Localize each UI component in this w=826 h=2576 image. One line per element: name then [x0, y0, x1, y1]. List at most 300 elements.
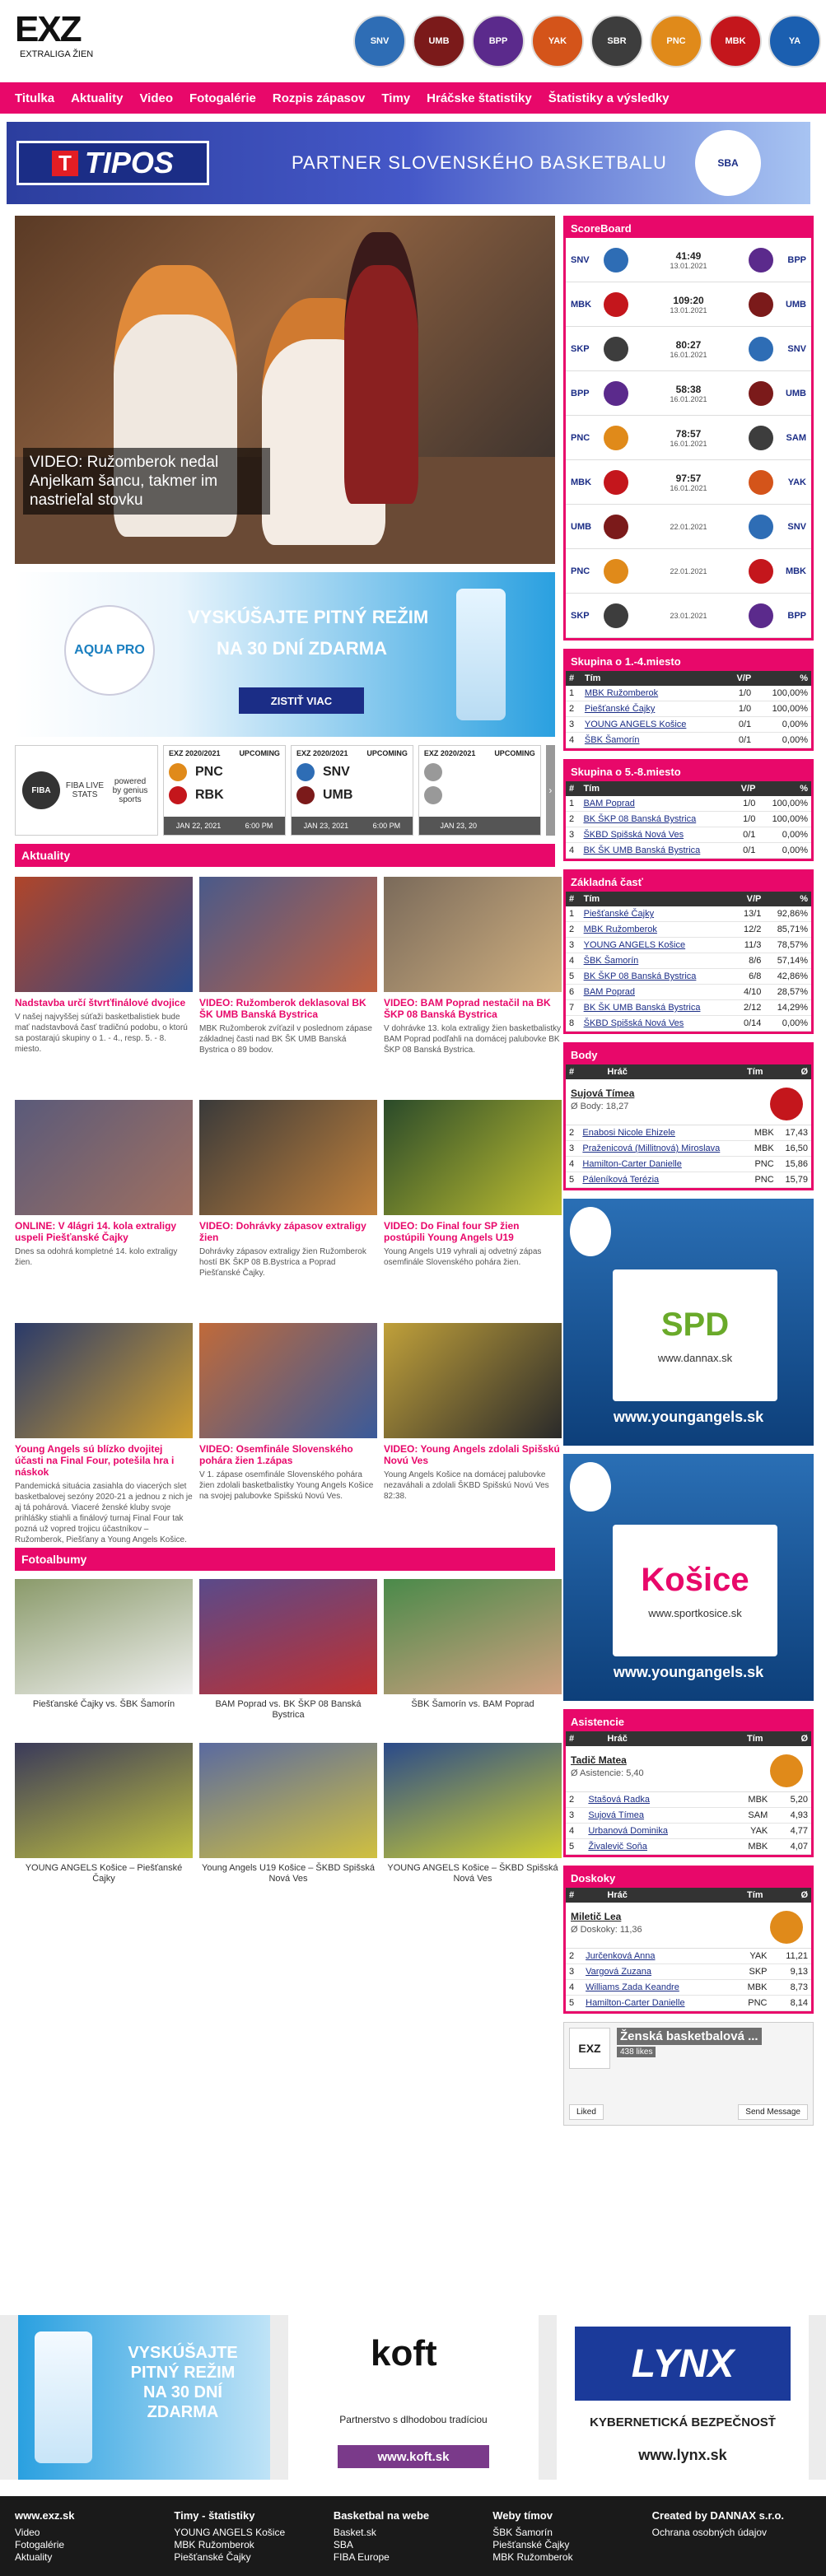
- photo-caption[interactable]: YOUNG ANGELS Košice – Piešťanské Čajky: [25, 1863, 183, 1884]
- photo-album[interactable]: [199, 1743, 377, 1895]
- photo-thumbnail[interactable]: [384, 1743, 562, 1858]
- sb-home-team[interactable]: PNC: [571, 566, 590, 576]
- team-logo-icon: [749, 470, 773, 495]
- water-cooler-image: [35, 2331, 92, 2463]
- sb-away-team[interactable]: UMB: [785, 299, 806, 310]
- table-cell: SAM: [728, 1808, 772, 1824]
- table-cell[interactable]: Hamilton-Carter Danielle: [579, 1157, 746, 1172]
- table-header: V/P: [733, 781, 759, 796]
- photo-thumbnail[interactable]: [15, 1579, 193, 1694]
- news-card[interactable]: [15, 877, 193, 1095]
- scoreboard-row[interactable]: [566, 505, 811, 549]
- game-date: JAN 23, 2021: [303, 822, 349, 830]
- other-leaders: [563, 1709, 814, 2014]
- footer-heading: Basketbal na webe: [333, 2509, 430, 2522]
- sb-away-team[interactable]: BPP: [787, 254, 806, 265]
- table-cell[interactable]: BK ŠKP 08 Banská Bystrica: [580, 812, 732, 827]
- photo-thumbnail[interactable]: [384, 1579, 562, 1694]
- footer-link[interactable]: Basket.sk: [333, 2527, 376, 2538]
- table-cell: 6: [566, 985, 581, 1000]
- table-row: [566, 843, 811, 859]
- table-cell: PNC: [733, 1996, 770, 2011]
- table-cell: 5: [566, 969, 581, 985]
- bottom-ad-aquapro[interactable]: [18, 2315, 270, 2480]
- table-cell[interactable]: Páleníková Terézia: [579, 1172, 746, 1188]
- fb-buttons: [569, 2104, 808, 2120]
- sb-score[interactable]: [632, 384, 745, 403]
- table-cell[interactable]: Živalevič Soňa: [585, 1839, 727, 1855]
- sidebar: [563, 216, 814, 2126]
- photo-caption[interactable]: BAM Poprad vs. BK ŠKP 08 Banská Bystrica: [215, 1699, 362, 1720]
- table-cell[interactable]: BAM Poprad: [581, 985, 735, 1000]
- scoreboard-row[interactable]: [566, 416, 811, 460]
- team-logo-icon: [296, 786, 315, 804]
- data-table: [566, 892, 811, 1032]
- news-title[interactable]: VIDEO: Osemfinále Slovenského pohára žien 1.zápas: [199, 1443, 353, 1466]
- table-header: Ø: [767, 1064, 811, 1079]
- sb-home-team[interactable]: SKP: [571, 610, 590, 621]
- news-card[interactable]: [384, 1100, 562, 1318]
- fiba-logo: FIBA: [22, 771, 60, 809]
- game-team-home: [292, 761, 413, 784]
- sb-away-team[interactable]: MBK: [785, 566, 806, 576]
- table-header: Hráč: [604, 1888, 692, 1903]
- team-logo-icon: [604, 559, 628, 584]
- team-logo-icon: [770, 1088, 803, 1120]
- table-row: [566, 1792, 811, 1808]
- table-cell[interactable]: BAM Poprad: [580, 796, 732, 812]
- sb-score[interactable]: [632, 567, 745, 575]
- nav-item[interactable]: Titulka: [15, 91, 55, 105]
- news-excerpt: V našej najvyššej súťaži basketbalistiek bude mať nadstavbová časť tradičnú podobu, o ktorú sa postarajú skupiny o 1. - 4., resp. 5. - 8. miesto.: [15, 1013, 188, 1054]
- scoreboard-row[interactable]: [566, 594, 811, 638]
- team-logo-pnc[interactable]: PNC: [650, 15, 702, 68]
- news-title[interactable]: VIDEO: Do Final four SP žien postúpili Young Angels U19: [384, 1220, 520, 1243]
- footer-column: [492, 2509, 651, 2563]
- sidebar-ad[interactable]: [563, 1199, 814, 1446]
- sb-home-team[interactable]: BPP: [571, 388, 590, 398]
- standings-box: [563, 869, 814, 1034]
- fb-send-button[interactable]: Send Message: [738, 2104, 808, 2120]
- news-image[interactable]: [384, 1323, 562, 1438]
- footer-link[interactable]: YOUNG ANGELS Košice: [174, 2527, 286, 2538]
- footer-heading: Timy - štatistiky: [174, 2509, 255, 2522]
- table-cell: 5,20: [771, 1792, 811, 1808]
- table-header: Tím: [581, 671, 726, 686]
- table-cell[interactable]: Jurčenková Anna: [582, 1949, 733, 1964]
- top-player-stat: Ø Doskoky: 11,36: [571, 1925, 642, 1935]
- sb-score[interactable]: [632, 339, 745, 359]
- table-header: V/P: [726, 671, 754, 686]
- game-card[interactable]: [291, 745, 413, 836]
- table-cell: 1/0: [726, 701, 754, 717]
- nav-item[interactable]: Video: [139, 91, 174, 105]
- table-cell[interactable]: Sujová Tímea: [585, 1808, 727, 1824]
- table-cell: 2: [566, 922, 581, 938]
- news-title[interactable]: VIDEO: Dohrávky zápasov extraligy žien: [199, 1220, 366, 1243]
- scoreboard-row[interactable]: [566, 238, 811, 282]
- sb-date: 16.01.2021: [670, 350, 707, 359]
- team-logo-icon: [749, 559, 773, 584]
- footer-link[interactable]: Video: [15, 2527, 40, 2538]
- table-cell: 15,79: [777, 1172, 811, 1188]
- table-cell[interactable]: ŠBK Šamorín: [581, 953, 735, 969]
- game-team-away: [292, 784, 413, 807]
- news-image[interactable]: [199, 1100, 377, 1215]
- table-cell[interactable]: Praženicová (Millitnová) Miroslava: [579, 1141, 746, 1157]
- ad-url: www.youngangels.sk: [613, 1409, 764, 1425]
- logo-text: EXZ: [15, 9, 81, 49]
- table-cell[interactable]: Piešťanské Čajky: [581, 701, 726, 717]
- table-cell[interactable]: Hamilton-Carter Danielle: [582, 1996, 733, 2011]
- top-player-name[interactable]: Sujová Tímea: [571, 1088, 635, 1099]
- news-title[interactable]: VIDEO: BAM Poprad nestačil na BK ŠKP 08 Banská Bystrica: [384, 997, 551, 1020]
- photo-album[interactable]: [384, 1743, 562, 1895]
- sb-home-team[interactable]: MBK: [571, 477, 592, 487]
- table-cell[interactable]: Vargová Zuzana: [582, 1964, 733, 1980]
- team-logo-yak[interactable]: YAK: [531, 15, 584, 68]
- table-cell: 4/10: [735, 985, 765, 1000]
- news-card[interactable]: [384, 1323, 562, 1541]
- table-cell: 14,29%: [764, 1000, 811, 1016]
- water-cooler-image: [456, 589, 506, 720]
- table-row: [566, 1980, 811, 1996]
- table-cell[interactable]: ŠBK Šamorín: [581, 733, 726, 748]
- sb-home-team[interactable]: MBK: [571, 299, 592, 310]
- table-cell[interactable]: MBK Ružomberok: [581, 686, 726, 701]
- table-cell[interactable]: Stašová Radka: [585, 1792, 727, 1808]
- nav-item[interactable]: Timy: [381, 91, 411, 105]
- footer-link[interactable]: Fotogalérie: [15, 2539, 65, 2550]
- fb-like-button[interactable]: Liked: [569, 2104, 604, 2120]
- team-logo-icon: [770, 1754, 803, 1787]
- news-title[interactable]: Nadstavba určí štvrťfinálové dvojice: [15, 997, 186, 1009]
- top-player[interactable]: [566, 1903, 811, 1949]
- game-footer: [164, 817, 285, 835]
- standings-box: [563, 649, 814, 751]
- photo-thumbnail[interactable]: [199, 1743, 377, 1858]
- table-cell: 3: [566, 1808, 585, 1824]
- footer-link[interactable]: Ochrana osobných údajov: [651, 2527, 768, 2538]
- table-cell: 8,73: [771, 1980, 811, 1996]
- leaders-title: Body: [566, 1045, 811, 1064]
- table-cell[interactable]: BK ŠK UMB Banská Bystrica: [580, 843, 732, 859]
- team-logo-icon: [749, 337, 773, 361]
- game-season: EXZ 2020/2021: [169, 749, 221, 757]
- news-excerpt: V dohrávke 13. kola extraligy žien basketbalistky BAM Poprad podľahli na domácej palubovke BK ŠKP 08 Banská Bystrica.: [384, 1024, 562, 1055]
- game-header: [164, 746, 285, 761]
- footer-link[interactable]: MBK Ružomberok: [174, 2539, 254, 2550]
- footer-heading: www.exz.sk: [15, 2509, 75, 2522]
- sb-away-team[interactable]: SAM: [786, 432, 806, 443]
- leaders-header: [566, 1888, 811, 1903]
- team-logo-snv[interactable]: SNV: [353, 15, 406, 68]
- team-logo-icon: [424, 786, 442, 804]
- news-image[interactable]: [384, 877, 562, 992]
- photo-album[interactable]: [384, 1579, 562, 1731]
- news-card[interactable]: [199, 1100, 377, 1318]
- news-title[interactable]: ONLINE: V 4lágri 14. kola extraligy uspeli Piešťanské Čajky: [15, 1220, 177, 1243]
- data-table: [566, 671, 811, 748]
- team-logo-icon: [749, 603, 773, 628]
- table-cell: 8,14: [771, 1996, 811, 2011]
- table-row: [566, 1949, 811, 1964]
- top-player[interactable]: [566, 1079, 811, 1125]
- news-image[interactable]: [199, 1323, 377, 1438]
- sb-score[interactable]: [632, 250, 745, 270]
- nav-item[interactable]: Aktuality: [71, 91, 124, 105]
- sba-logo: SBA: [695, 130, 761, 196]
- news-image[interactable]: [15, 1323, 193, 1438]
- young-angels-logo: [570, 1207, 611, 1256]
- table-cell: 100,00%: [754, 686, 811, 701]
- photo-album[interactable]: [15, 1743, 193, 1895]
- table-cell: 2: [566, 812, 580, 827]
- sb-away-team[interactable]: SNV: [787, 343, 806, 354]
- genius-label: powered by genius sports: [112, 776, 148, 804]
- sb-date: 22.01.2021: [670, 522, 707, 531]
- nav-item[interactable]: Rozpis zápasov: [272, 91, 366, 105]
- facebook-widget[interactable]: [563, 2022, 814, 2126]
- scoreboard-row[interactable]: [566, 549, 811, 594]
- game-header: [419, 746, 540, 761]
- footer-link[interactable]: FIBA Europe: [333, 2551, 390, 2563]
- news-grid: [15, 877, 562, 1544]
- tipos-banner[interactable]: [7, 122, 810, 204]
- team-logo-ya[interactable]: YA: [768, 15, 821, 68]
- top-player-name[interactable]: Miletič Lea: [571, 1911, 622, 1922]
- sb-score[interactable]: [632, 473, 745, 492]
- table-header: #: [566, 671, 581, 686]
- table-header: Tím: [692, 1064, 767, 1079]
- nav-item[interactable]: Hráčske štatistiky: [427, 91, 532, 105]
- news-image[interactable]: [15, 877, 193, 992]
- table-cell: 0/1: [733, 827, 759, 843]
- data-table: [566, 1949, 811, 2011]
- footer-link[interactable]: Piešťanské Čajky: [492, 2539, 570, 2550]
- table-row: [566, 1125, 811, 1141]
- news-image[interactable]: [199, 877, 377, 992]
- table-cell: 4: [566, 1824, 585, 1839]
- fb-header: [569, 2028, 762, 2069]
- team-logo-icon: [604, 381, 628, 406]
- news-title[interactable]: VIDEO: Young Angels zdolali Spišskú Novú Ves: [384, 1443, 560, 1466]
- table-header: Tím: [692, 1888, 767, 1903]
- photo-thumbnail[interactable]: [199, 1579, 377, 1694]
- news-excerpt: Dnes sa odohrá kompletné 14. kolo extraligy žien.: [15, 1247, 178, 1267]
- koft-sub: Partnerstvo s dlhodobou tradíciou: [339, 2414, 488, 2425]
- bottom-ad-lynx[interactable]: [557, 2315, 809, 2480]
- table-cell: 5: [566, 1172, 579, 1188]
- fb-page-name[interactable]: Ženská basketbalová ...: [617, 2028, 762, 2045]
- photo-caption[interactable]: Piešťanské Čajky vs. ŠBK Šamorín: [32, 1699, 175, 1709]
- scoreboard-row[interactable]: [566, 460, 811, 505]
- table-cell: 16,50: [777, 1141, 811, 1157]
- table-cell[interactable]: BK ŠKP 08 Banská Bystrica: [581, 969, 735, 985]
- news-card[interactable]: [384, 877, 562, 1095]
- nav-item[interactable]: Fotogalérie: [189, 91, 256, 105]
- footer-heading: Weby tímov: [492, 2509, 553, 2522]
- photo-album[interactable]: [15, 1579, 193, 1731]
- table-cell: 7: [566, 1000, 581, 1016]
- photo-caption[interactable]: YOUNG ANGELS Košice – ŠKBD Spišská Nová Ves: [387, 1863, 558, 1884]
- footer-column: [334, 2509, 492, 2563]
- scoreboard-row[interactable]: [566, 327, 811, 371]
- scoreboard-box: [563, 216, 814, 641]
- standings-box: [563, 759, 814, 861]
- table-row: [566, 1996, 811, 2011]
- news-card[interactable]: [15, 1100, 193, 1318]
- team-logo-icon: [424, 763, 442, 781]
- table-header: Tím: [581, 892, 735, 906]
- table-row: [566, 906, 811, 922]
- sb-home-team[interactable]: PNC: [571, 432, 590, 443]
- table-cell[interactable]: MBK Ružomberok: [581, 922, 735, 938]
- sb-score[interactable]: [632, 428, 745, 448]
- photo-thumbnail[interactable]: [15, 1743, 193, 1858]
- lynx-logo: LYNX: [575, 2327, 791, 2401]
- team-logo-icon: [749, 515, 773, 539]
- top-player-stat: Ø Asistencie: 5,40: [571, 1768, 644, 1778]
- table-cell: 2: [566, 1792, 585, 1808]
- sb-score-value: 78:57: [675, 427, 702, 440]
- team-logo-mbk[interactable]: MBK: [709, 15, 762, 68]
- top-player-name[interactable]: Tadič Matea: [571, 1754, 627, 1766]
- table-cell: MBK: [733, 1980, 770, 1996]
- sb-score[interactable]: [632, 612, 745, 620]
- table-cell: 0,00%: [754, 733, 811, 748]
- next-arrow-icon[interactable]: ›: [546, 745, 555, 836]
- sb-away-team[interactable]: BPP: [787, 610, 806, 621]
- table-row: [566, 969, 811, 985]
- footer-link[interactable]: Aktuality: [15, 2551, 53, 2563]
- table-cell: 3: [566, 717, 581, 733]
- game-date: JAN 22, 2021: [175, 822, 222, 830]
- koft-url: www.koft.sk: [338, 2445, 489, 2468]
- aquapro-promo[interactable]: [15, 572, 555, 737]
- bottom-ad-strip: [0, 2315, 826, 2480]
- table-row: [566, 1839, 811, 1855]
- site-logo[interactable]: [15, 9, 130, 69]
- sb-home-team[interactable]: UMB: [571, 521, 592, 532]
- main-column: [15, 216, 562, 1895]
- news-title[interactable]: Young Angels sú blízko dvojitej účasti na Final Four, potešila hra i náskok: [15, 1443, 175, 1478]
- team-logo-bpp[interactable]: BPP: [472, 15, 525, 68]
- table-cell: 0/1: [726, 733, 754, 748]
- table-cell[interactable]: ŠKBD Spišská Nová Ves: [581, 1016, 735, 1032]
- sb-date: 16.01.2021: [670, 439, 707, 448]
- table-row: [566, 701, 811, 717]
- table-cell[interactable]: ŠKBD Spišská Nová Ves: [580, 827, 732, 843]
- scoreboard-row[interactable]: [566, 371, 811, 416]
- team-logo-icon: [604, 426, 628, 450]
- table-cell[interactable]: YOUNG ANGELS Košice: [581, 938, 735, 953]
- fb-page-logo: EXZ: [569, 2028, 610, 2069]
- table-cell[interactable]: Williams Zada Keandre: [582, 1980, 733, 1996]
- ad-brand: SPD: [660, 1307, 730, 1343]
- leaders-box: [563, 1042, 814, 1190]
- table-cell[interactable]: Piešťanské Čajky: [581, 906, 735, 922]
- sb-home-team[interactable]: SKP: [571, 343, 590, 354]
- footer-link[interactable]: ŠBK Šamorín: [492, 2527, 553, 2538]
- sb-score[interactable]: [632, 295, 745, 314]
- table-row: [566, 953, 811, 969]
- site-header: [0, 0, 826, 82]
- team-logo-umb[interactable]: UMB: [413, 15, 465, 68]
- ad-url: www.youngangels.sk: [613, 1664, 764, 1680]
- nav-item[interactable]: Štatistiky a výsledky: [548, 91, 670, 105]
- sb-home-team[interactable]: SNV: [571, 254, 590, 265]
- team-logo-icon: [604, 470, 628, 495]
- table-cell[interactable]: Urbanová Dominika: [585, 1824, 727, 1839]
- leaders-header: [566, 1064, 811, 1079]
- photo-album[interactable]: [199, 1579, 377, 1731]
- table-cell[interactable]: Enabosi Nicole Ehizele: [579, 1125, 746, 1141]
- footer-link[interactable]: Piešťanské Čajky: [174, 2551, 251, 2563]
- sb-date: 22.01.2021: [670, 566, 707, 575]
- game-card[interactable]: [163, 745, 286, 836]
- hero-slide[interactable]: [15, 216, 555, 564]
- sb-score-value: 109:20: [673, 294, 704, 306]
- promo-button[interactable]: ZISTIŤ VIAC: [239, 687, 364, 714]
- photo-caption[interactable]: Young Angels U19 Košice – ŠKBD Spišská Nová Ves: [202, 1863, 375, 1884]
- table-cell: 1: [566, 796, 580, 812]
- bottom-ad-koft[interactable]: [288, 2315, 539, 2480]
- news-image[interactable]: [384, 1100, 562, 1215]
- table-header: Hráč: [604, 1064, 692, 1079]
- hero-caption[interactable]: VIDEO: Ružomberok nedal Anjelkam šancu, takmer im nastrieľal stovku: [23, 448, 270, 515]
- standings-title: Skupina o 1.-4.miesto: [566, 651, 811, 671]
- table-cell: PNC: [747, 1157, 777, 1172]
- footer-link[interactable]: MBK Ružomberok: [492, 2551, 573, 2563]
- game-time: 6:00 PM: [245, 822, 273, 830]
- news-excerpt: V 1. zápase osemfinále Slovenského pohára žien zdolali basketbalistky Young Angels Košice na svojej palubovke Spišskú Novú Ves.: [199, 1470, 374, 1501]
- table-cell[interactable]: YOUNG ANGELS Košice: [581, 717, 726, 733]
- news-image[interactable]: [15, 1100, 193, 1215]
- ad-brand: Košice: [641, 1562, 749, 1598]
- team-logo-sbr[interactable]: SBR: [590, 15, 643, 68]
- sb-away-team[interactable]: YAK: [787, 477, 806, 487]
- news-card[interactable]: [199, 877, 377, 1095]
- sb-away-team[interactable]: SNV: [787, 521, 806, 532]
- news-excerpt: Young Angels Košice na domácej palubovke nezaváhali a zdolali ŠKBD Spišskú Novú Ves 82:38.: [384, 1470, 549, 1501]
- sb-away-team[interactable]: UMB: [785, 388, 806, 398]
- live-stats-strip: [15, 745, 555, 836]
- team-logo-icon: [749, 248, 773, 273]
- sb-date: 13.01.2021: [670, 261, 707, 270]
- tipos-logo: T TIPOS: [16, 141, 209, 185]
- table-cell[interactable]: BK ŠK UMB Banská Bystrica: [581, 1000, 735, 1016]
- live-stats-badge[interactable]: [15, 745, 158, 836]
- sb-score[interactable]: [632, 523, 745, 531]
- table-cell: 85,71%: [764, 922, 811, 938]
- table-cell: 3: [566, 827, 580, 843]
- news-title[interactable]: VIDEO: Ružomberok deklasoval BK ŠK UMB Banská Bystrica: [199, 997, 366, 1020]
- news-card[interactable]: [15, 1323, 193, 1544]
- photo-caption[interactable]: ŠBK Šamorín vs. BAM Poprad: [411, 1699, 534, 1709]
- news-excerpt: MBK Ružomberok zvíťazil v poslednom zápase základnej časti nad BK ŠK UMB Banská Bystrica o 89 bodov.: [199, 1024, 372, 1055]
- footer-link[interactable]: SBA: [333, 2539, 353, 2550]
- table-header: #: [566, 1888, 604, 1903]
- game-card[interactable]: [418, 745, 541, 836]
- scoreboard-row[interactable]: [566, 282, 811, 327]
- leaders-title: Asistencie: [566, 1712, 811, 1731]
- sidebar-ad[interactable]: [563, 1454, 814, 1701]
- table-header: #: [566, 1731, 604, 1746]
- news-card[interactable]: [199, 1323, 377, 1541]
- sb-date: 16.01.2021: [670, 394, 707, 403]
- top-player[interactable]: [566, 1746, 811, 1792]
